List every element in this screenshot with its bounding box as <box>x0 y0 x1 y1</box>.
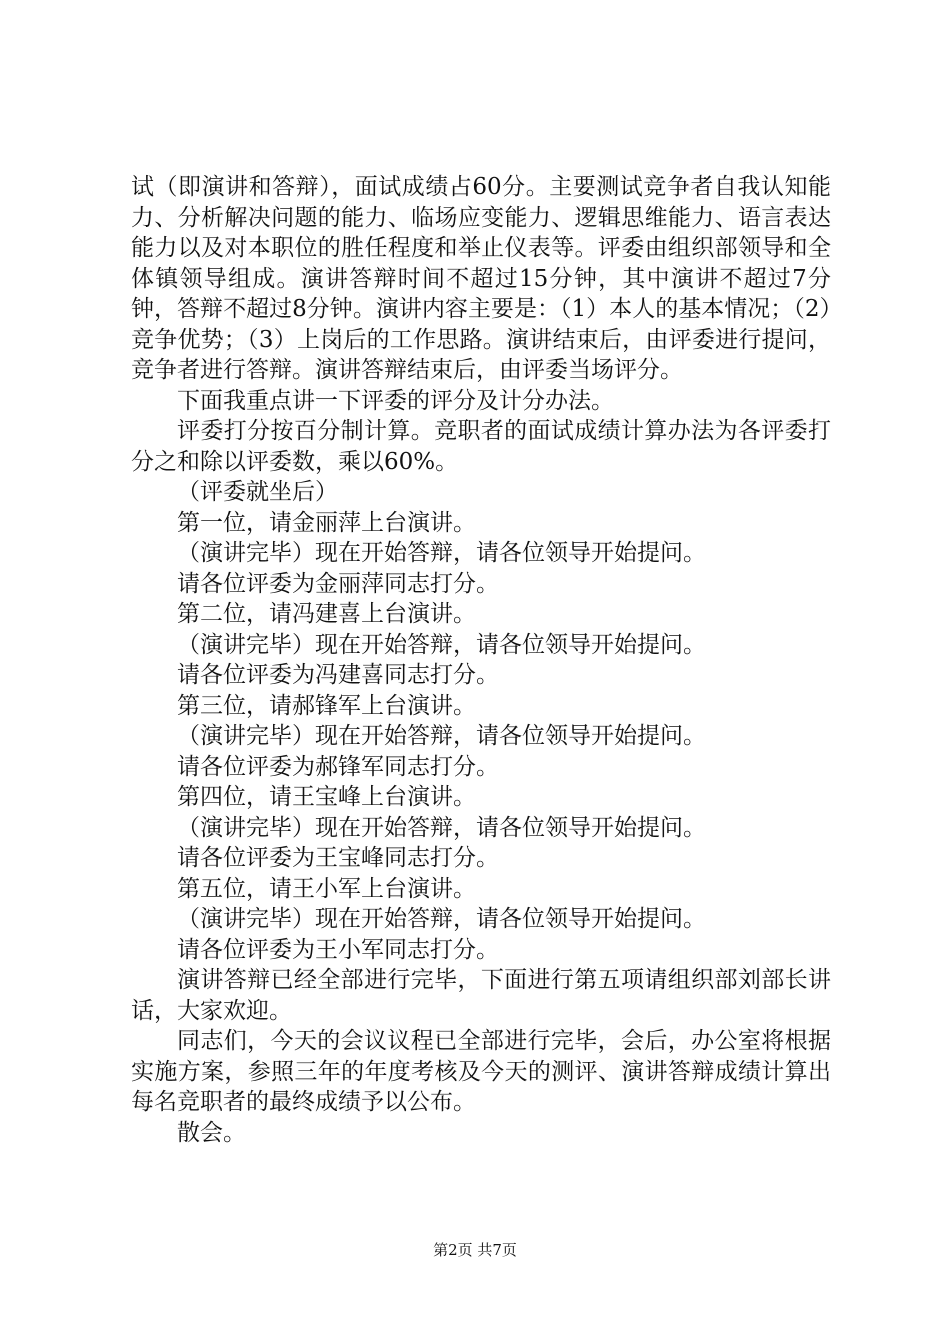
paragraph: （演讲完毕）现在开始答辩，请各位领导开始提问。 <box>177 906 706 932</box>
paragraph: 试（即演讲和答辩），面试成绩占60分。主要测试竞争者自我认知能力、分析解决问题的能力、临场应变能力、逻辑思维能力、语言表达能力以及对本职位的胜任程度和举止仪表等。评委由组织部领导和全体镇领导组成。演讲答辩时间不超过15分钟，其中演讲不超过7分钟，答辩不超过8分钟。演讲内容主要是：（1）本人的基本情况；（2）竞争优势；（3）上岗后的工作思路。演讲结束后，由评委进行提问，竞争者进行答辩。演讲答辩结束后，由评委当场评分。 <box>131 174 831 383</box>
paragraph: 第二位，请冯建喜上台演讲。 <box>177 601 476 627</box>
paragraph: 请各位评委为金丽萍同志打分。 <box>177 570 499 597</box>
paragraph: 请各位评委为冯建喜同志打分。 <box>177 662 499 688</box>
paragraph: 请各位评委为王小军同志打分。 <box>177 936 499 963</box>
paragraph: 请各位评委为郝锋军同志打分。 <box>177 753 499 780</box>
paragraph: （演讲完毕）现在开始答辩，请各位领导开始提问。 <box>177 723 706 749</box>
document-body <box>131 172 831 1148</box>
paragraph: 第一位，请金丽萍上台演讲。 <box>177 509 476 536</box>
paragraph: （演讲完毕）现在开始答辩，请各位领导开始提问。 <box>177 814 706 841</box>
paragraph: 散会。 <box>177 1119 246 1146</box>
paragraph: （评委就坐后） <box>177 479 338 505</box>
paragraph: 演讲答辩已经全部进行完毕，下面进行第五项请组织部刘部长讲话，大家欢迎。 <box>131 967 831 1024</box>
paragraph: 请各位评委为王宝峰同志打分。 <box>177 845 499 871</box>
page-number-footer: 第2页 共7页 <box>433 1241 517 1259</box>
paragraph: （演讲完毕）现在开始答辩，请各位领导开始提问。 <box>177 631 706 658</box>
paragraph: 评委打分按百分制计算。竞职者的面试成绩计算办法为各评委打分之和除以评委数，乘以60%。 <box>131 418 831 475</box>
paragraph: 下面我重点讲一下评委的评分及计分办法。 <box>177 387 614 414</box>
paragraph: （演讲完毕）现在开始答辩，请各位领导开始提问。 <box>177 540 706 566</box>
paragraph: 第四位，请王宝峰上台演讲。 <box>177 784 476 810</box>
paragraph: 第三位，请郝锋军上台演讲。 <box>177 692 476 719</box>
paragraph: 同志们，今天的会议议程已全部进行完毕，会后，办公室将根据实施方案，参照三年的年度考核及今天的测评、演讲答辩成绩计算出每名竞职者的最终成绩予以公布。 <box>131 1028 831 1115</box>
paragraph: 第五位，请王小军上台演讲。 <box>177 875 476 902</box>
